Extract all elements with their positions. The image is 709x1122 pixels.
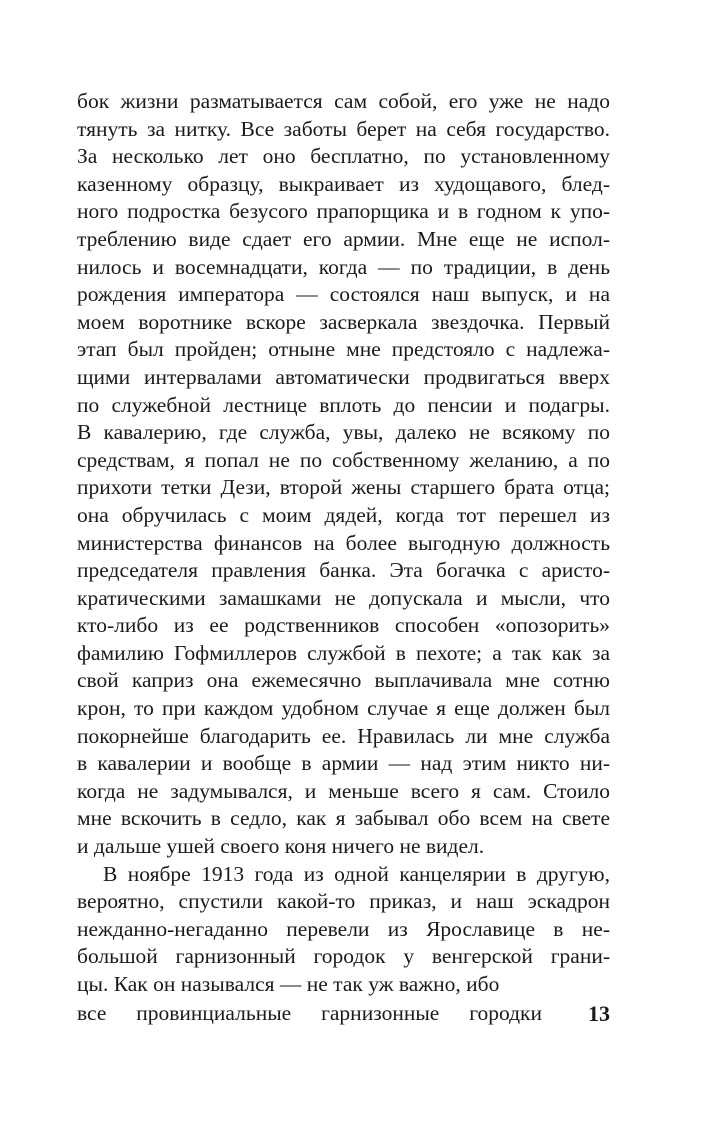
text-line: тянуть за нитку. Все заботы берет на себя государство. [77,116,610,141]
text-line: цы. Как он назывался — не так уж важно, ибо [77,972,500,996]
text-line: средствам, я попал не по собственному желанию, а по [77,447,610,472]
text-line: крон, то при каждом удобном случае я еще должен был [77,696,610,721]
text-line: В кавалерию, где служба, увы, далеко не всякому по [77,420,610,445]
text-line: прихоти тетки Дези, второй жены старшего брата отца; [77,475,610,500]
text-line: моем воротнике вскоре засверкала звездочка. Первый [77,309,610,334]
text-line: когда не задумывался, и меньше всего я сам. Стоило [77,778,610,803]
text-line: ного подростка безусого прапорщика и в годном к упо- [77,199,610,224]
text-line: этап был пройден; отныне мне предстояло с надлежа- [77,337,610,362]
text-line: рождения императора — состоялся наш выпуск, и на [77,282,610,307]
last-line-row [77,1000,610,1028]
text-line: мне вскочить в седло, как я забывал обо всем на свете [77,806,610,831]
text-line: треблению виде сдает его армии. Мне еще не испол- [77,226,610,251]
text-line: все провинциальные гарнизонные городки [77,1001,542,1025]
text-line: по служебной лестнице вплоть до пенсии и подагры. [77,392,610,417]
page-body [77,88,610,999]
text-line: председателя правления банка. Эта богачка с аристо- [77,558,610,583]
text-line: нилось и восемнадцати, когда — по традиции, в день [77,254,610,279]
text-line: бок жизни разматывается сам собой, его уже не надо [77,89,610,113]
page-number: 13 [588,1001,610,1026]
text-line: кто-либо из ее родственников способен «опозорить» [77,613,610,638]
text-line: в кавалерии и вообще в армии — над этим никто ни- [77,751,610,776]
text-line: свой каприз она ежемесячно выплачивала мне сотню [77,668,610,693]
text-line: щими интервалами автоматически продвигаться вверх [77,364,610,389]
text-line: фамилию Гофмиллеров службой в пехоте; а так как за [77,640,610,665]
paragraph-1 [77,88,610,861]
paragraph-2 [77,861,610,999]
text-line: она обручилась с моим дядей, когда тот перешел из [77,502,610,527]
text-line: казенному образцу, выкраивает из худощавого, блед- [77,171,610,196]
text-line: За несколько лет оно бесплатно, по установленному [77,144,610,169]
text-line: большой гарнизонный городок у венгерской грани- [77,944,610,969]
text-line: В ноябре 1913 года из одной канцелярии в другую, [103,861,610,886]
text-line: нежданно-негаданно перевели из Ярославице в не- [77,916,610,941]
text-line: покорнейше благодарить ее. Нравилась ли мне служба [77,723,610,748]
text-line: вероятно, спустили какой-то приказ, и наш эскадрон [77,889,610,914]
text-line: министерства финансов на более выгодную должность [77,530,610,555]
text-line: и дальше ушей своего коня ничего не видел. [77,834,485,859]
text-line: кратическими замашками не допускала и мысли, что [77,585,610,610]
